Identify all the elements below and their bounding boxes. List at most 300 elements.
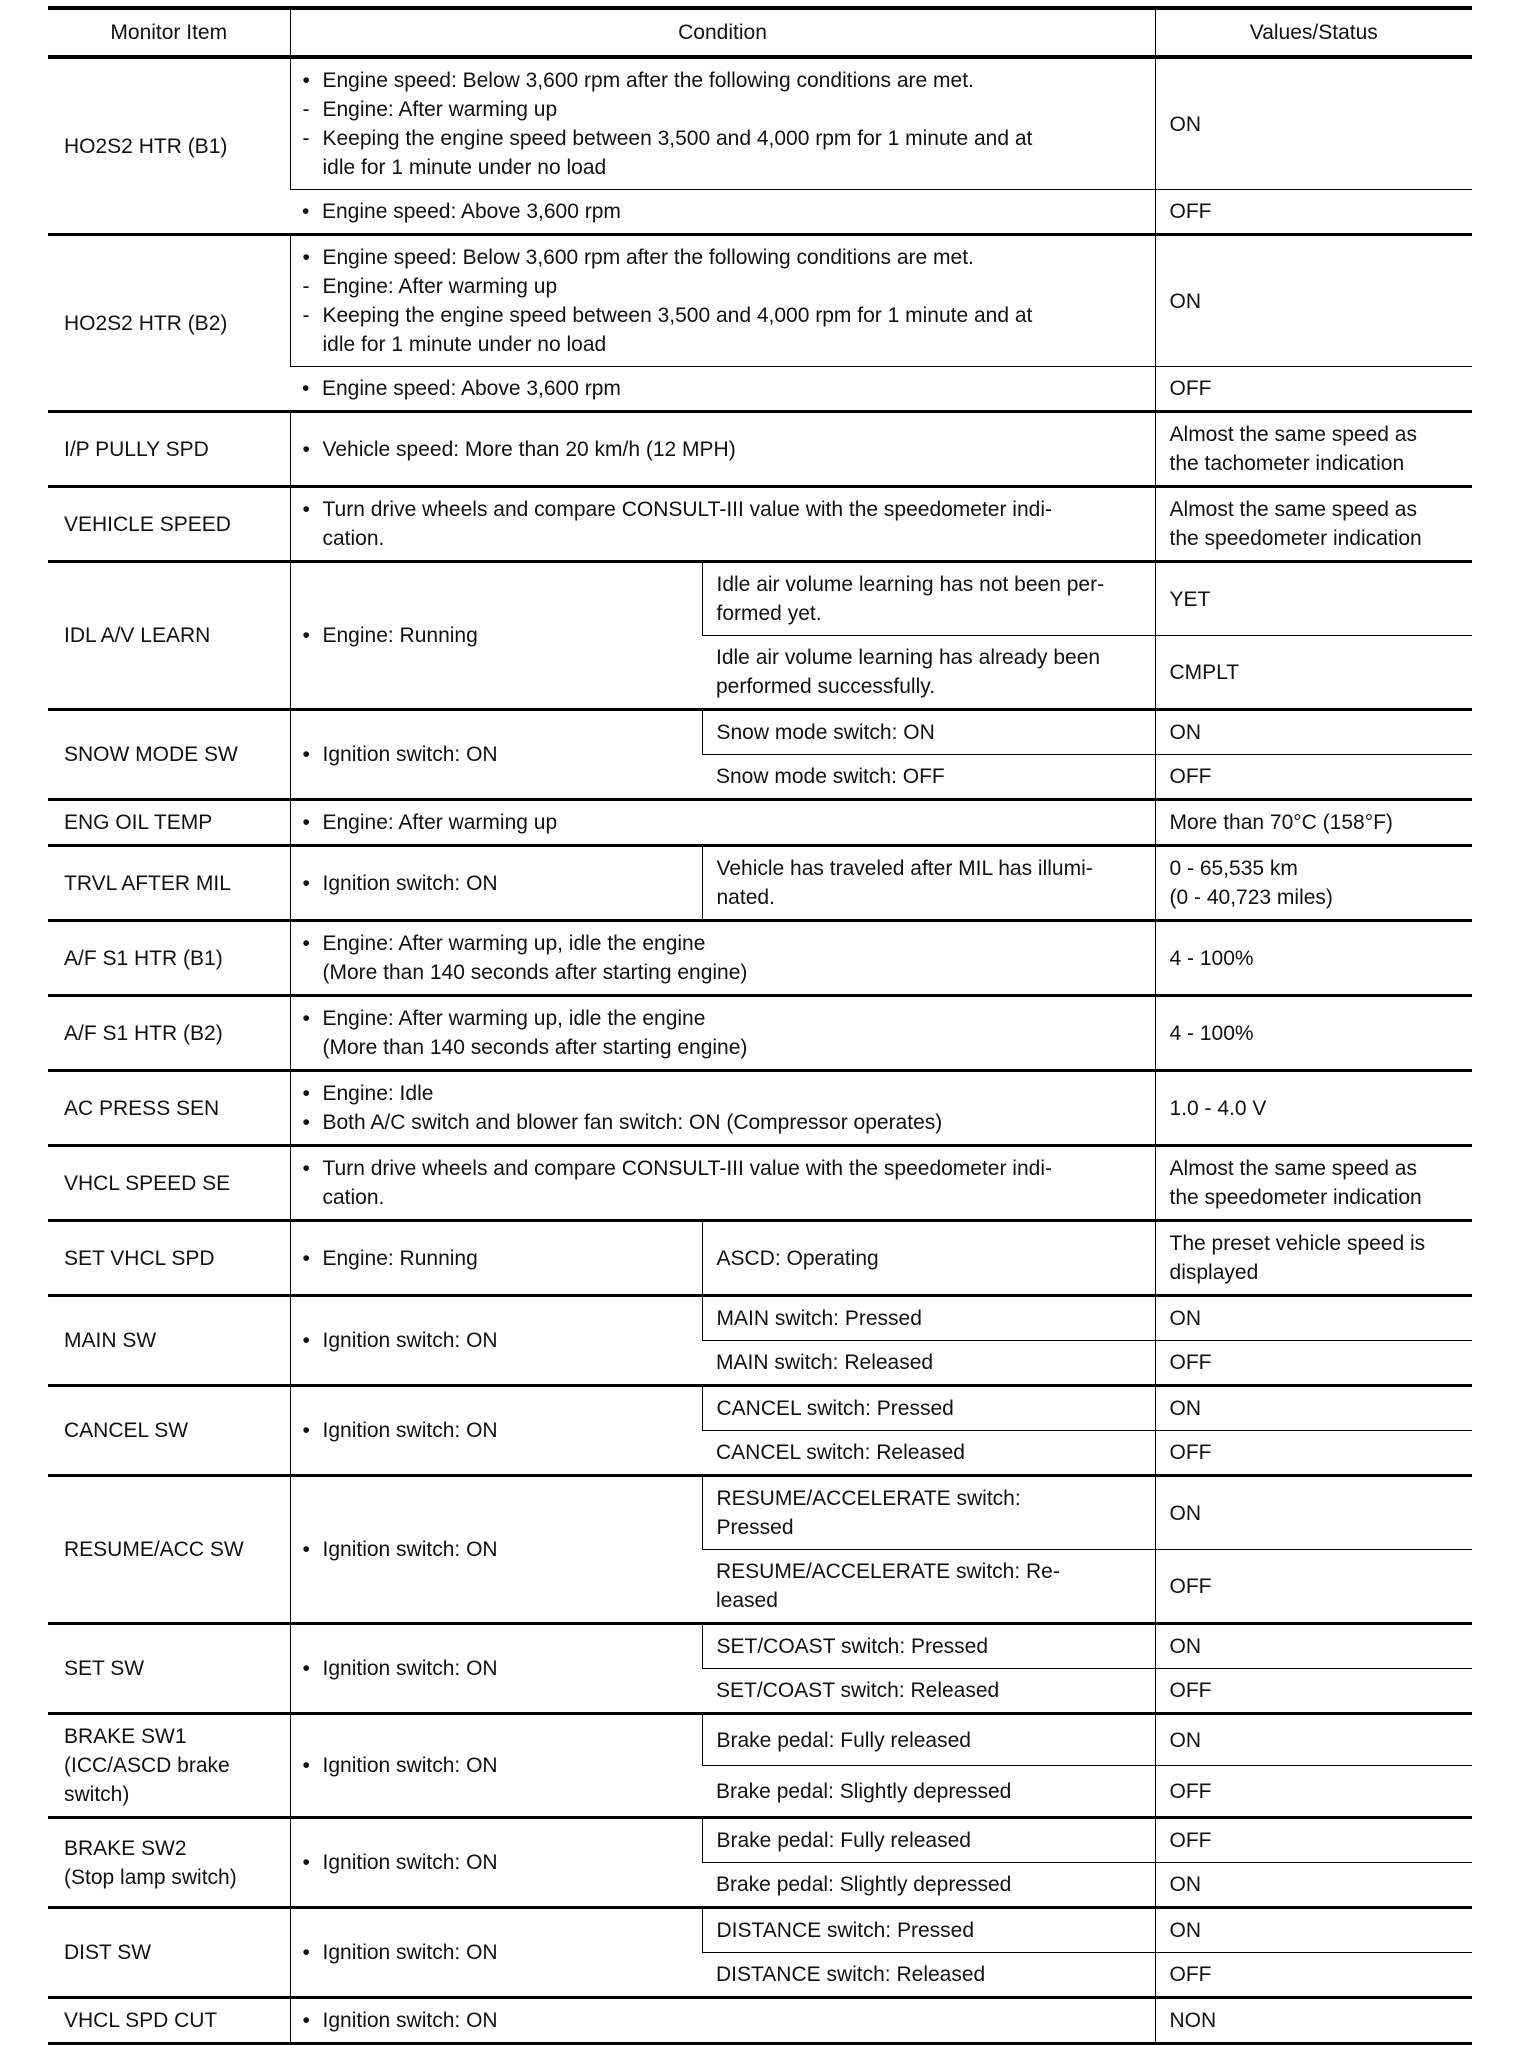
sub-condition-text: SET/COAST switch: Pressed [716,1635,989,1658]
condition-main [290,562,702,710]
value-text: ON [1169,721,1202,744]
condition-text: idle for 1 minute under no load [322,156,607,179]
value-status-cell [1155,996,1472,1071]
condition-text: Vehicle speed: More than 20 km/h (12 MPH) [322,437,736,461]
bullet-marker: • [302,2009,310,2032]
monitor-item-text: DIST SW [64,1941,152,1964]
table-row [48,235,1472,367]
monitor-item-text: A/F S1 HTR (B2) [64,1021,223,1045]
value-status-cell [1155,1714,1472,1766]
value-status-cell [1155,1386,1472,1431]
condition-main [290,710,702,800]
condition-text: (More than 140 seconds after starting engine) [322,961,748,984]
bullet-marker: • [302,624,310,647]
value-status-cell [1155,1341,1472,1386]
header-monitor-item: Monitor Item [48,8,290,57]
value-text: OFF [1169,200,1212,223]
condition-main [290,1296,702,1386]
condition-line [303,1033,1141,1062]
sub-condition-cell [702,1624,1155,1669]
value-text: More than 70°C (158°F) [1169,811,1393,834]
condition-line [303,1416,688,1445]
value-status-cell [1155,1071,1472,1146]
condition-line [302,197,1141,226]
condition-line [303,1654,688,1683]
value-status-cell [1155,57,1472,190]
value-text: ON [1169,112,1202,136]
condition-text: Engine speed: Below 3,600 rpm after the following conditions are met. [322,69,974,92]
bullet-marker: • [302,200,310,223]
monitor-item-text: (Stop lamp switch) [64,1865,237,1889]
monitor-item-text: SNOW MODE SW [64,743,238,766]
sub-condition-cell [702,1386,1155,1431]
condition-text: Ignition switch: ON [322,1657,498,1680]
condition-line [303,95,1141,124]
sub-condition-text: Snow mode switch: ON [716,721,935,744]
table-row [48,1476,1472,1550]
condition-cell [290,996,1155,1071]
sub-condition-text: CANCEL switch: Pressed [716,1397,954,1420]
bullet-marker: • [302,1754,310,1777]
value-status-cell [1155,1669,1472,1714]
condition-text: Ignition switch: ON [322,743,498,766]
condition-text: Engine: After warming up [322,98,558,121]
condition-cell [290,1146,1155,1221]
sub-condition-cell [702,710,1155,755]
value-text: ON [1169,1307,1202,1330]
monitor-item-name [48,1296,290,1386]
sub-condition-cell [702,1714,1155,1766]
condition-line [302,374,1141,403]
condition-line [303,524,1141,553]
condition-line [303,1535,688,1564]
bullet-marker: • [302,1941,310,1964]
monitor-item-text: ENG OIL TEMP [64,811,213,834]
sub-condition-text: DISTANCE switch: Released [716,1963,986,1986]
monitor-item-name [48,996,290,1071]
condition-text: Engine: After warming up, idle the engine [322,932,706,955]
condition-text: Engine speed: Below 3,600 rpm after the following conditions are met. [322,246,974,269]
sub-condition-text: CANCEL switch: Released [716,1441,965,1464]
value-text: ON [1169,289,1202,313]
condition-main [290,1386,702,1476]
condition-cell [290,412,1155,487]
value-text: YET [1169,587,1211,611]
bullet-marker [303,330,323,359]
condition-line [303,1079,1141,1108]
condition-text: Ignition switch: ON [322,871,498,895]
condition-cell [290,235,1155,367]
condition-line [303,1004,1141,1033]
monitor-item-text: I/P PULLY SPD [64,437,209,461]
value-status-cell [1155,562,1472,636]
condition-main [290,1476,702,1624]
table-row [48,57,1472,190]
condition-text: Ignition switch: ON [322,2009,498,2032]
value-text: ON [1169,1728,1202,1752]
sub-condition-text: Brake pedal: Slightly depressed [716,1873,1012,1896]
bullet-marker [303,1183,323,1212]
condition-line [303,869,688,898]
monitor-item-text: SET VHCL SPD [64,1246,215,1270]
value-status-cell [1155,412,1472,487]
monitor-item-text: VHCL SPEED SE [64,1171,231,1195]
condition-cell [290,487,1155,562]
sub-condition-text: Idle air volume learning has not been per- [716,573,1105,596]
monitor-item-name [48,921,290,996]
condition-line [303,1154,1141,1183]
condition-text: Ignition switch: ON [322,1851,498,1874]
condition-line [303,124,1141,153]
value-status-cell [1155,1550,1472,1624]
monitor-item-text: AC PRESS SEN [64,1096,220,1120]
monitor-item-name [48,412,290,487]
monitor-item-text: TRVL AFTER MIL [64,871,231,895]
sub-condition-cell [702,1221,1155,1296]
value-status-cell [1155,1818,1472,1863]
value-status-cell [1155,1146,1472,1221]
condition-cell [290,921,1155,996]
condition-text: Keeping the engine speed between 3,500 and 4,000 rpm for 1 minute and at [322,304,1033,327]
value-status-cell [1155,846,1472,921]
condition-text: Ignition switch: ON [322,1538,498,1561]
table-row [48,1624,1472,1669]
monitor-item-text: MAIN SW [64,1329,157,1352]
condition-line [303,301,1141,330]
condition-line [303,435,1141,464]
bullet-marker: • [302,498,310,521]
monitor-item-text: IDL A/V LEARN [64,624,211,647]
condition-line [303,958,1141,987]
monitor-item-text: HO2S2 HTR (B1) [64,134,228,158]
table-row [48,996,1472,1071]
value-status-cell [1155,1908,1472,1953]
value-text: OFF [1169,765,1212,788]
value-text: 1.0 - 4.0 V [1169,1096,1267,1120]
value-text: Almost the same speed as [1169,498,1417,521]
table-body [48,57,1472,2044]
sub-condition-text: formed yet. [716,602,822,625]
value-text: (0 - 40,723 miles) [1169,886,1333,909]
table-row [48,1908,1472,1953]
value-status-cell [1155,1863,1472,1908]
bullet-marker: • [302,1851,310,1874]
value-status-cell [1155,367,1472,412]
value-text: OFF [1169,1441,1212,1464]
value-status-cell [1155,190,1472,235]
table-row [48,487,1472,562]
condition-line [303,2006,1141,2035]
table-row [48,846,1472,921]
condition-text: Engine speed: Above 3,600 rpm [322,377,621,400]
value-text: Almost the same speed as [1169,423,1417,446]
table-row [48,1714,1472,1766]
value-status-cell [1155,636,1472,710]
sub-condition-cell [702,1669,1155,1714]
value-text: 4 - 100% [1169,1021,1254,1045]
sub-condition-cell [702,1818,1155,1863]
sub-condition-cell [702,562,1155,636]
value-status-cell [1155,1221,1472,1296]
value-text: CMPLT [1169,660,1240,684]
table-row [48,800,1472,846]
monitor-item-name [48,1998,290,2044]
condition-line [303,330,1141,359]
monitor-item-name [48,235,290,412]
condition-line [303,1326,688,1355]
header-condition: Condition [290,8,1155,57]
condition-cell [290,57,1155,190]
condition-text: Ignition switch: ON [322,1941,498,1964]
condition-text: Ignition switch: ON [322,1329,498,1352]
condition-text: Engine: After warming up [322,811,558,834]
header-row [48,8,1472,57]
table-row [48,1818,1472,1863]
sub-condition-text: RESUME/ACCELERATE switch: [716,1487,1021,1510]
condition-line [303,495,1141,524]
monitor-item-name [48,800,290,846]
condition-line [303,66,1141,95]
condition-text: Engine speed: Above 3,600 rpm [322,200,621,223]
sub-condition-cell [702,1296,1155,1341]
header-values-status: Values/Status [1155,8,1472,57]
monitor-item-name [48,1624,290,1714]
bullet-marker: • [302,743,310,766]
condition-cell [290,1998,1155,2044]
value-text: Almost the same speed as [1169,1157,1417,1180]
monitor-item-name [48,1908,290,1998]
sub-condition-cell [702,1908,1155,1953]
condition-text: Turn drive wheels and compare CONSULT-III value with the speedometer indi- [322,1157,1052,1180]
value-text: OFF [1169,377,1212,400]
condition-main [290,1818,702,1908]
bullet-marker: • [302,1419,310,1442]
condition-text: Engine: Running [322,1246,478,1270]
value-text: the speedometer indication [1169,1186,1422,1209]
monitor-item-text: BRAKE SW1 [64,1725,187,1748]
bullet-marker: • [302,246,310,269]
value-text: displayed [1169,1261,1259,1284]
monitor-item-text: switch) [64,1783,130,1806]
bullet-marker: • [302,1157,310,1180]
condition-cell [290,1071,1155,1146]
monitor-item-text: BRAKE SW2 [64,1836,187,1860]
condition-line [303,740,688,769]
value-status-cell [1155,755,1472,800]
bullet-marker: • [302,1538,310,1561]
value-text: OFF [1169,1963,1212,1986]
monitor-item-name [48,710,290,800]
value-text: ON [1169,1635,1202,1658]
monitor-item-text: VHCL SPD CUT [64,2009,218,2032]
bullet-marker: • [302,1111,310,1134]
value-text: OFF [1169,1829,1212,1852]
bullet-marker: • [302,932,310,955]
sub-condition-cell [702,846,1155,921]
sub-condition-cell [702,1953,1155,1998]
bullet-marker: • [302,1007,310,1030]
condition-main [290,1908,702,1998]
value-text: ON [1169,1501,1202,1525]
table-row [48,412,1472,487]
condition-cell [290,367,1155,412]
condition-text: Turn drive wheels and compare CONSULT-III value with the speedometer indi- [322,498,1052,521]
sub-condition-text: Snow mode switch: OFF [716,765,945,788]
bullet-marker: • [302,377,310,400]
bullet-marker: - [302,98,310,121]
condition-line [303,1244,688,1273]
value-text: OFF [1169,1351,1212,1374]
bullet-marker [303,958,323,987]
sub-condition-text: ASCD: Operating [716,1246,879,1270]
bullet-marker: • [302,437,310,461]
sub-condition-cell [702,1550,1155,1624]
monitor-item-name [48,1818,290,1908]
value-status-cell [1155,487,1472,562]
monitor-item-name [48,1386,290,1476]
bullet-marker: • [302,811,310,834]
monitor-item-text: CANCEL SW [64,1419,189,1442]
condition-line [303,929,1141,958]
monitor-item-text: VEHICLE SPEED [64,512,231,536]
condition-text: Engine: After warming up [322,275,558,298]
condition-line [303,621,688,650]
sub-condition-text: RESUME/ACCELERATE switch: Re- [716,1560,1060,1583]
monitor-item-name [48,1221,290,1296]
table-row [48,1221,1472,1296]
condition-text: Ignition switch: ON [322,1419,498,1442]
sub-condition-text: SET/COAST switch: Released [716,1679,1000,1702]
value-status-cell [1155,1476,1472,1550]
value-text: OFF [1169,1679,1212,1702]
condition-text: Ignition switch: ON [322,1754,498,1777]
condition-text: cation. [322,1186,385,1209]
sub-condition-text: Pressed [716,1516,794,1539]
value-status-cell [1155,1998,1472,2044]
condition-text: (More than 140 seconds after starting engine) [322,1036,748,1059]
table-row [48,1071,1472,1146]
sub-condition-text: Brake pedal: Slightly depressed [716,1779,1012,1803]
monitor-item-name [48,487,290,562]
sub-condition-cell [702,1766,1155,1818]
sub-condition-text: MAIN switch: Pressed [716,1307,922,1330]
sub-condition-text: nated. [716,886,775,909]
sub-condition-text: MAIN switch: Released [716,1351,934,1374]
value-text: ON [1169,1919,1202,1942]
monitor-item-name [48,1146,290,1221]
condition-line [303,272,1141,301]
bullet-marker: - [302,275,310,298]
table-row [48,1386,1472,1431]
value-status-cell [1155,1766,1472,1818]
condition-line [303,1108,1141,1137]
sub-condition-text: performed successfully. [716,675,936,698]
condition-text: Both A/C switch and blower fan switch: ON (Compressor operates) [322,1111,943,1134]
condition-text: Engine: Idle [322,1082,434,1105]
condition-line [303,1938,688,1967]
value-text: OFF [1169,1779,1212,1803]
table-row [48,710,1472,755]
value-text: 0 - 65,535 km [1169,857,1298,880]
bullet-marker: - [302,127,310,150]
table-row [48,1998,1472,2044]
bullet-marker: • [302,1246,310,1270]
condition-text: Engine: After warming up, idle the engine [322,1007,706,1030]
value-status-cell [1155,710,1472,755]
condition-main [290,1624,702,1714]
table-row [48,1296,1472,1341]
monitor-item-name [48,57,290,235]
bullet-marker: - [302,304,310,327]
value-text: ON [1169,1397,1202,1420]
monitor-item-name [48,846,290,921]
condition-line [303,808,1141,837]
value-text: NON [1169,2009,1217,2032]
value-status-cell [1155,1431,1472,1476]
monitor-item-text: A/F S1 HTR (B1) [64,946,223,970]
value-status-cell [1155,1624,1472,1669]
monitor-item-name [48,1714,290,1818]
value-text: 4 - 100% [1169,946,1254,970]
value-text: The preset vehicle speed is [1169,1232,1426,1255]
bullet-marker: • [302,1657,310,1680]
monitor-item-text: HO2S2 HTR (B2) [64,311,228,335]
monitor-item-name [48,1071,290,1146]
condition-text: idle for 1 minute under no load [322,333,607,356]
condition-line [303,1183,1141,1212]
condition-cell [290,800,1155,846]
monitor-item-name [48,1476,290,1624]
condition-main [290,1714,702,1818]
sub-condition-text: Vehicle has traveled after MIL has illumi- [716,857,1093,880]
bullet-marker: • [302,1329,310,1352]
monitor-item-table [48,6,1472,2045]
table-row [48,921,1472,996]
sub-condition-cell [702,1863,1155,1908]
condition-line [303,243,1141,272]
sub-condition-text: Idle air volume learning has already been [716,646,1101,669]
sub-condition-text: leased [716,1589,778,1612]
sub-condition-text: Brake pedal: Fully released [716,1728,971,1752]
bullet-marker [303,153,323,182]
sub-condition-cell [702,1431,1155,1476]
monitor-item-text: RESUME/ACC SW [64,1538,244,1561]
table-row [48,1146,1472,1221]
value-text: the speedometer indication [1169,527,1422,550]
value-status-cell [1155,1296,1472,1341]
sub-condition-cell [702,1476,1155,1550]
sub-condition-cell [702,636,1155,710]
sub-condition-cell [702,1341,1155,1386]
bullet-marker [303,524,323,553]
condition-line [303,1751,688,1780]
value-text: ON [1169,1873,1202,1896]
value-text: OFF [1169,1574,1212,1598]
value-status-cell [1155,1953,1472,1998]
bullet-marker: • [302,69,310,92]
condition-main [290,1221,702,1296]
sub-condition-text: DISTANCE switch: Pressed [716,1919,975,1942]
condition-text: cation. [322,527,385,550]
value-text: the tachometer indication [1169,452,1405,475]
condition-line [303,153,1141,182]
condition-cell [290,190,1155,235]
sub-condition-cell [702,755,1155,800]
table-row [48,562,1472,636]
sub-condition-text: Brake pedal: Fully released [716,1829,971,1852]
bullet-marker: • [302,1082,310,1105]
condition-text: Keeping the engine speed between 3,500 and 4,000 rpm for 1 minute and at [322,127,1033,150]
